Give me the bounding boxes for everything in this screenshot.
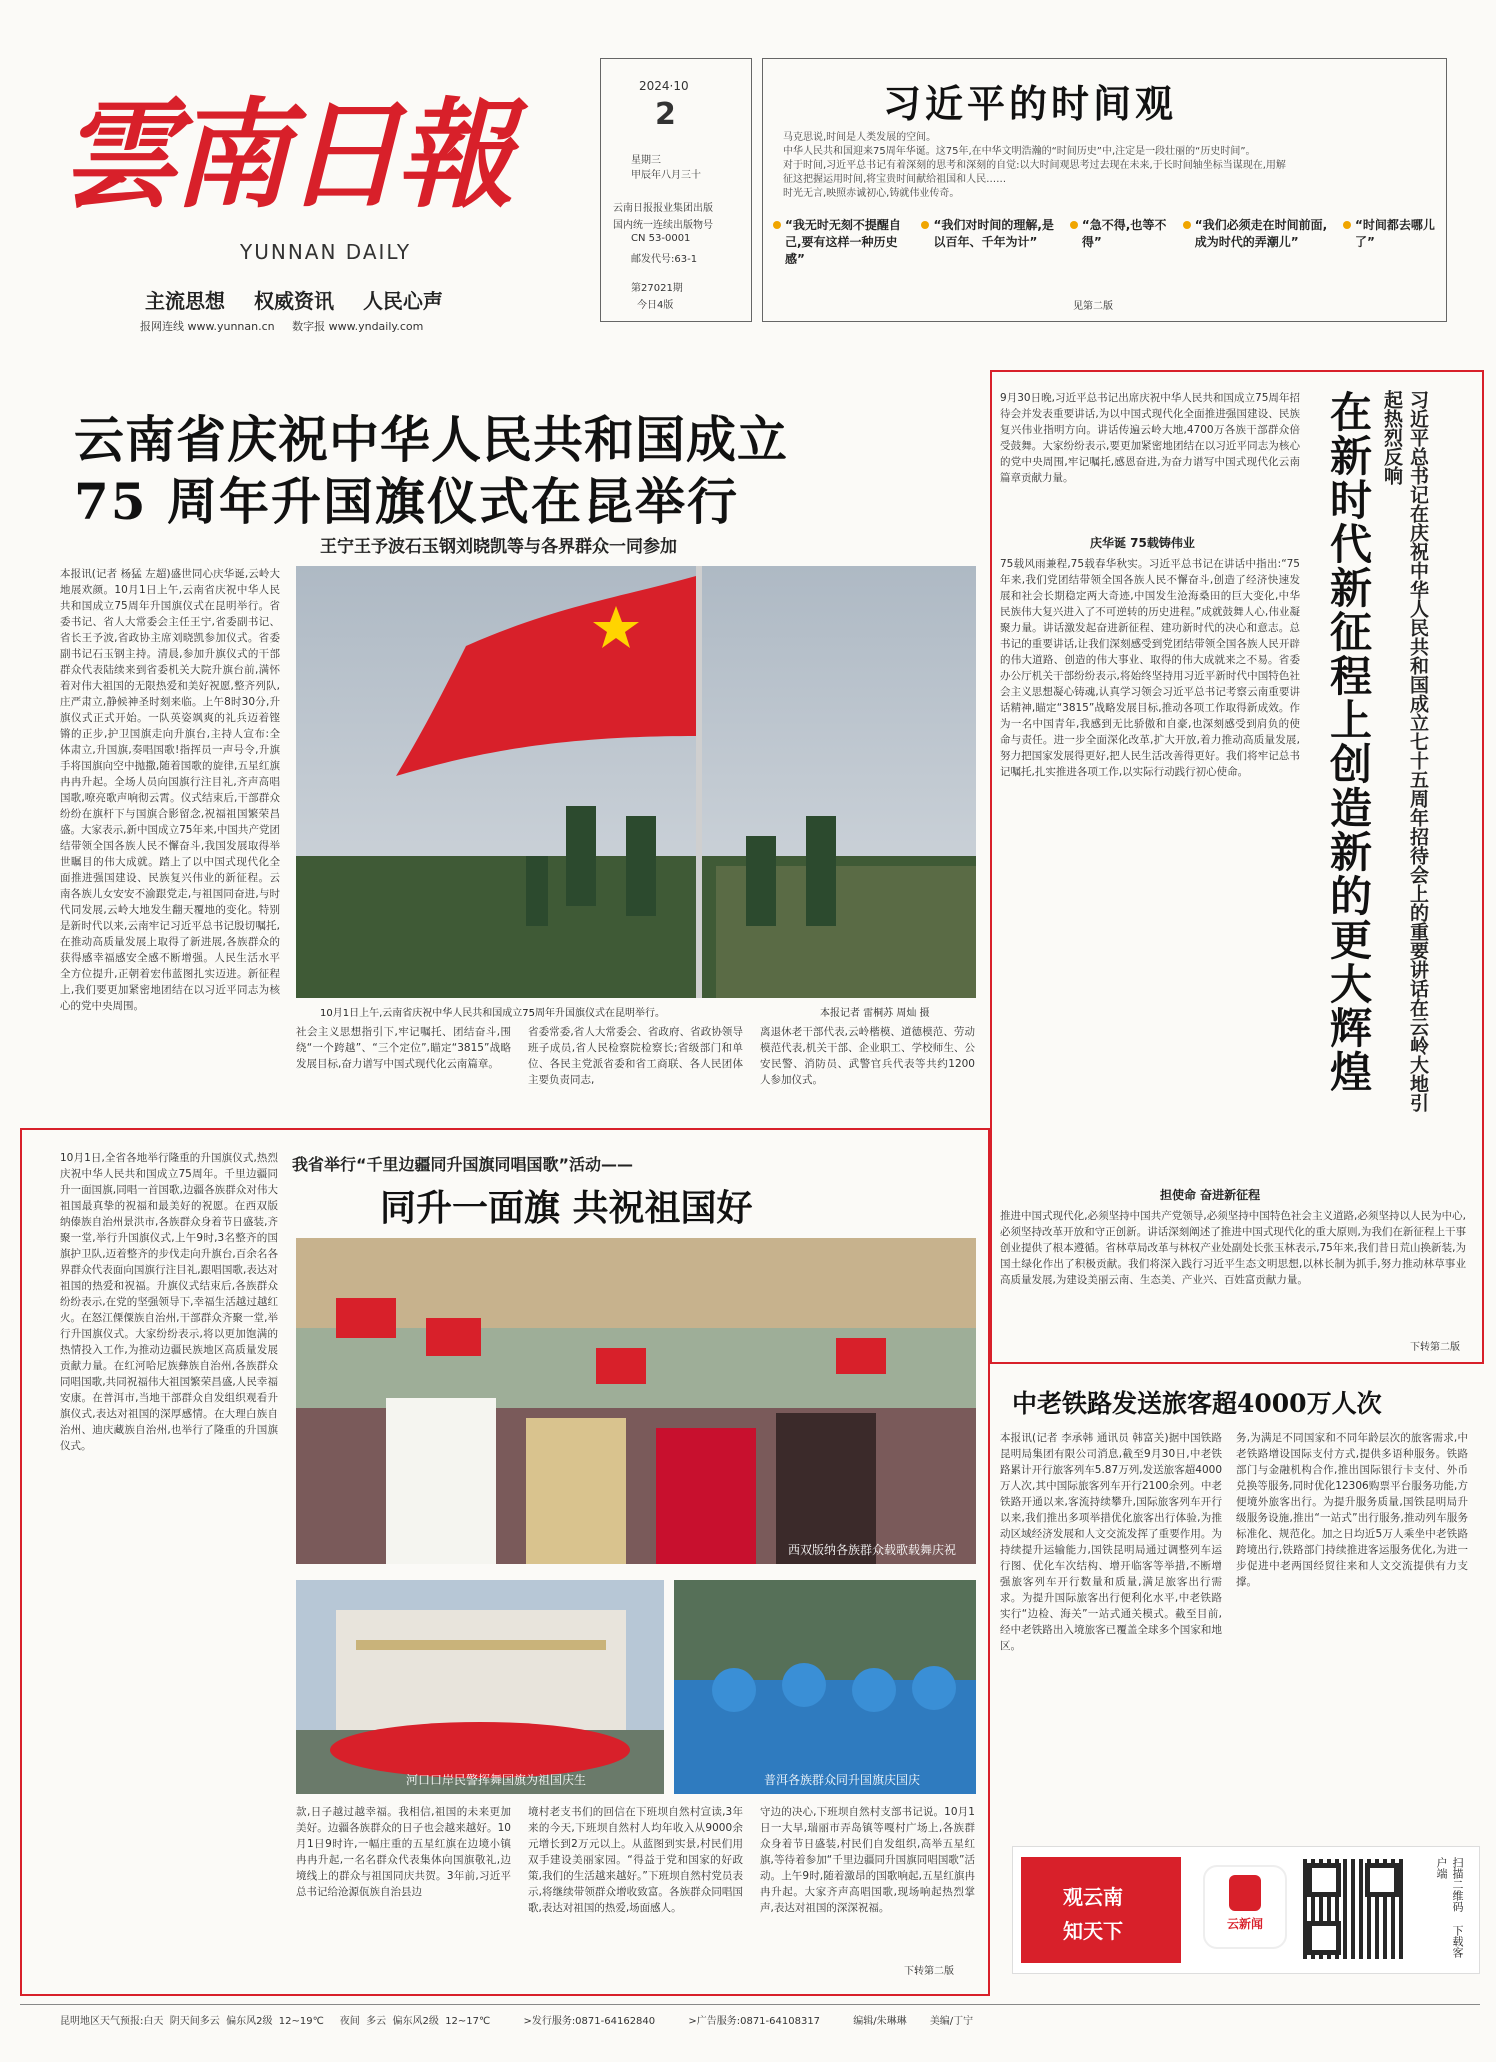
qr-corner-icon [1307, 1921, 1341, 1955]
issue-weekday: 星期三 [631, 155, 661, 166]
app-logo-mark-icon [1229, 1875, 1261, 1911]
app-promo-label-2: 知天下 [1063, 1919, 1123, 1943]
top-story-line-4: 征这把握运用时间,将宝贵时间献给祖国和人民…… [783, 174, 1007, 185]
side-story-title[interactable]: 在新时代新征程上创造新的更大辉煌 [1324, 390, 1373, 1094]
top-story-line-5: 时光无言,映照赤诚初心,铸就伟业传奇。 [783, 188, 960, 199]
side-story-sub1: 庆华诞 75载铸伟业 [1090, 536, 1195, 550]
bullet-icon [773, 221, 781, 229]
quote-3[interactable] [1070, 217, 1177, 287]
top-story-title: 习近平的时间观 [883, 81, 1178, 126]
masthead-logo: 雲南日報 [60, 85, 509, 224]
issue-cn-label: 国内统一连续出版物号 [613, 220, 713, 231]
people-illustration [674, 1580, 976, 1794]
footer-designer: 美编/丁宁 [929, 2016, 974, 2027]
bullet-icon [1070, 221, 1078, 229]
main-story-body-left: 本报讯(记者 杨猛 左超)盛世同心庆华诞,云岭大地展欢颜。10月1日上午,云南省庆祝中华人民共和国成立75周年升国旗仪式在昆明举行。省委书记、省人大常委会主任王宁,省委副书记、省长王予波,省政协主席刘晓凯参加仪式。省委副书记石玉钢主持。清晨,参加升旗仪式的干部群众代表陆续来到省委机关大院升旗台前,满怀着对伟大祖国的无限热爱和美好祝愿,整齐列队,庄严肃立,静候神圣时刻来临。上午8时30分,升旗仪式正式开始。一队英姿飒爽的礼兵迈着铿锵的正步,护卫国旗走向升旗台,主持人宣布:全体肃立,升国旗,奏唱国歌!指挥员一声号令,升旗手将国旗向空中抛撒,随着国歌的旋律,五星红旗冉冉升起。全场人员向国旗行注目礼,齐声高唱国歌,嘹亮歌声响彻云霄。仪式结束后,干部群众纷纷在旗杆下与国旗合影留念,祝福祖国繁荣昌盛。大家表示,新中国成立75年来,中国共产党团结带领全国各族人民不懈奋斗,我国发展取得举世瞩目的伟大成就。踏上了以中国式现代化全面推进强国建设、民族复兴伟业的新征程。云南各族儿女安安不渝跟党走,与祖国同奋进,与时代同发展,云岭大地发生翻天覆地的变化。特别是新时代以来,云南牢记习近平总书记殷切嘱托,在推动高质量发展上取得了新进展,各族群众的获得感幸福感安全感不断增强。人民生活水平全方位提升,正朝着宏伟蓝图扎实迈进。新征程上,我们要更加紧密地团结在以习近平同志为核心的党中央周围。 [60, 568, 280, 1012]
flag-event-title[interactable]: 同升一面旗 共祝祖国好 [380, 1187, 753, 1229]
port-illustration [296, 1580, 664, 1794]
celebration-illustration [296, 1238, 976, 1564]
top-story-line-2: 中华人民共和国迎来75周年华诞。这75年,在中华文明浩瀚的“时间历史”中,注定是一段壮丽的“历史时间”。 [783, 146, 1256, 157]
top-story-line-1: 马克思说,时间是人类发展的空间。 [783, 132, 937, 143]
quote-3-text: “急不得,也等不得” [1081, 218, 1167, 249]
masthead-links[interactable]: 报网连线 www.yunnan.cn 数字报 www.yndaily.com [140, 320, 424, 333]
qr-corner-icon [1365, 1863, 1399, 1897]
app-logo-name: 云新闻 [1226, 1917, 1263, 1931]
train-story-body-left: 本报讯(记者 李承韩 通讯员 韩富关)据中国铁路昆明局集团有限公司消息,截至9月30日,中老铁路累计开行旅客列车5.87万列,发送旅客超4000万人次,其中国际旅客列车开行2100余列。中老铁路开通以来,客流持续攀升,国际旅客列车开行以来,我们推出多项举措优化旅客出行体验,为推动区域经济发展和人文交流发挥了重要作用。为持续提升运输能力,国铁昆明局通过调整列车运行图、优化车次结构、增开临客等举措,不断增强旅客列车开行数量和质量,满足旅客出行需求。为提升国际旅客出行便利化水平,中老铁路实行“边检、海关”一站式通关模式。截至目前,经中老铁路出入境旅客已覆盖全球多个国家和地区。 [1000, 1432, 1222, 1652]
flag-event-body-c2: 境村老支书们的回信在下班坝自然村宣读,3年来的今天,下班坝自然村人均年收入从9000余元增长到2万元以上。从蓝图到实景,村民们用双手建设美丽家园。“得益于党和国家的好政策,我们的生活越来越好。”下班坝自然村党员表示,将继续带领群众增收致富。各族群众同唱国歌,表达对祖国的热爱,场面感人。 [528, 1806, 743, 1914]
quote-1-text: “我无时无刻不提醒自己,要有这样一种历史感” [785, 218, 901, 266]
main-story-body-c3: 离退休老干部代表,云岭楷模、道德模范、劳动模范代表,机关干部、企业职工、学校师生、公安民警、消防员、武警官兵代表等共约1200人参加仪式。 [760, 1026, 975, 1086]
flag-event-body-c1: 款,日子越过越幸福。我相信,祖国的未来更加美好。边疆各族群众的日子也会越来越好。10月1日9时许,一幅庄重的五星红旗在边境小镇冉冉升起,一名名群众代表集体向国旗敬礼,边境线上的群众与祖国同庆共贺。3年前,习近平总书记给沧源佤族自治县边 [296, 1806, 511, 1898]
side-story-intro: 9月30日晚,习近平总书记出席庆祝中华人民共和国成立75周年招待会并发表重要讲话,为以中国式现代化全面推进强国建设、民族复兴伟业指明方向。讲话传遍云岭大地,4700万各族干部群众倍受鼓舞。大家纷纷表示,要更加紧密地团结在以习近平同志为核心的党中央周围,牢记嘱托,感恩奋进,为奋力谱写中国式现代化云南篇章贡献力量。 [1000, 392, 1300, 484]
issue-publisher: 云南日报报业集团出版 [613, 203, 713, 214]
quote-4-text: “我们必须走在时间前面,成为时代的弄潮儿” [1194, 218, 1328, 249]
issue-post: 邮发代号:63-1 [631, 254, 698, 265]
footer-weather: 昆明地区天气预报:白天 阴天间多云 偏东风2级 12~19℃ 夜间 多云 偏东风2级 12~17℃ [60, 2016, 491, 2027]
main-story-body-c2: 省委常委,省人大常委会、省政府、省政协领导班子成员,省人民检察院检察长;省级部门和单位、各民主党派省委和省工商联、各人民团体主要负责同志, [528, 1026, 743, 1086]
flag-raising-photo [296, 566, 976, 998]
masthead [60, 60, 600, 340]
issue-day: 2 [655, 97, 676, 132]
issue-number: 第27021期 [631, 283, 683, 294]
top-story-quotes [773, 217, 1438, 287]
footer [60, 2012, 1480, 2027]
quote-5-text: “时间都去哪儿了” [1355, 218, 1435, 249]
slogan-row [145, 285, 443, 314]
puer-photo [674, 1580, 976, 1794]
slogan-3: 人民心声 [362, 289, 443, 313]
top-story[interactable] [762, 58, 1447, 322]
masthead-logo-en: YUNNAN DAILY [240, 240, 412, 264]
main-story-title-1[interactable]: 云南省庆祝中华人民共和国成立 [74, 410, 788, 469]
issue-year-month: 2024·10 [639, 79, 689, 93]
top-story-see[interactable]: 见第二版 [1073, 301, 1113, 312]
side-story-sub2: 担使命 奋进新征程 [1160, 1188, 1261, 1202]
flag-event-body-left: 10月1日,全省各地举行隆重的升国旗仪式,热烈庆祝中华人民共和国成立75周年。千里边疆同升一面国旗,同唱一首国歌,边疆各族群众对伟大祖国最真挚的祝福和最美好的祝愿。在西双版纳傣族自治州景洪市,各族群众身着节日盛装,齐聚一堂,举行升国旗仪式,上午9时,3名整齐的国旗护卫队,迈着整齐的步伐走向升旗台,百余名各界群众代表面向国旗行注目礼,跟唱国歌,表达对祖国的热爱和祝福。升旗仪式结束后,各族群众纷纷表示,在党的坚强领导下,幸福生活越过越红火。在怒江傈僳族自治州,干部群众齐聚一堂,举行升国旗仪式。大家纷纷表示,将以更加饱满的热情投入工作,为推动边疆民族地区高质量发展贡献力量。在红河哈尼族彝族自治州,各族群众同唱国歌,共同祝福伟大祖国繁荣昌盛,人民幸福安康。在普洱市,当地干部群众自发组织观看升旗仪式,表达对祖国的深厚感情。在大理白族自治州、迪庆藏族自治州,也举行了隆重的升国旗仪式。 [60, 1152, 278, 1452]
main-story-subtitle: 王宁王予波石玉钢刘晓凯等与各界群众一同参加 [320, 537, 677, 557]
issue-cn: CN 53-0001 [631, 233, 691, 244]
slogan-2: 权威资讯 [253, 289, 334, 313]
quote-2-text: “我们对时间的理解,是以百年、千年为计” [933, 218, 1054, 249]
footer-rule [20, 2004, 1480, 2005]
issue-box [600, 58, 752, 322]
flag-photo-credit: 本报记者 雷桐苏 周灿 摄 [820, 1008, 930, 1019]
footer-editor: 编辑/朱琳琳 [853, 2016, 907, 2027]
app-logo-icon[interactable] [1203, 1865, 1287, 1949]
photo-caption-2: 河口口岸民警挥舞国旗为祖国庆生 [406, 1773, 587, 1787]
flag-raising-illustration [296, 566, 976, 998]
top-story-line-3: 对于时间,习近平总书记有着深刻的思考和深刻的自觉:以大时间观思考过去现在未来,于长时间轴坐标当谋现在,用解 [783, 160, 1286, 171]
hekou-port-photo [296, 1580, 664, 1794]
app-promo[interactable] [1012, 1846, 1480, 1974]
side-story-deck: 习近平总书记在庆祝中华人民共和国成立七十五周年招待会上的重要讲话在云岭大地引起热烈反响 [1381, 390, 1429, 1112]
issue-lunar: 甲辰年八月三十 [631, 170, 701, 181]
quote-1[interactable] [773, 217, 915, 287]
quote-5[interactable] [1343, 217, 1438, 287]
qr-label: 扫描二维码 下载客户端 [1435, 1857, 1464, 1958]
quote-4[interactable] [1183, 217, 1337, 287]
flag-event-body-c3: 守边的决心,下班坝自然村支部书记说。10月1日一大早,瑞丽市弄岛镇等嘎村广场上,各族群众身着节日盛装,村民们自发组织,高举五星红旗,等待着参加“千里边疆同升国旗同唱国歌”活动。上午9时,随着激昂的国歌响起,五星红旗冉冉升起。大家齐声高唱国歌,现场响起热烈掌声,表达对祖国的深深祝福。 [760, 1806, 975, 1914]
app-promo-label-1: 观云南 [1063, 1885, 1123, 1909]
train-story-body-right: 务,为满足不同国家和不同年龄层次的旅客需求,中老铁路增设国际支付方式,提供多语种服务。铁路部门与金融机构合作,推出国际银行卡支付、外币兑换等服务,同时优化12306购票平台服务功能,方便境外旅客出行。为提升服务质量,国铁昆明局升级服务设施,推出“一站式”出行服务,推动列车服务标准化、规范化。加之日均近5万人乘坐中老铁路跨境出行,铁路部门持续推进客运服务优化,为进一步促进中老两国经贸往来和人文交流提供有力支撑。 [1236, 1432, 1468, 1588]
app-promo-red-block [1021, 1857, 1181, 1963]
photo-caption-1: 西双版纳各族群众载歌载舞庆祝 [787, 1543, 956, 1557]
main-story-body-c1: 社会主义思想指引下,牢记嘱托、团结奋斗,围绕“一个跨越”、“三个定位”,瞄定“3815”战略发展目标,奋力谱写中国式现代化云南篇章。 [296, 1026, 511, 1070]
flag-photo-caption: 10月1日上午,云南省庆祝中华人民共和国成立75周年升国旗仪式在昆明举行。 [320, 1008, 665, 1019]
qr-code-icon[interactable] [1303, 1859, 1403, 1959]
issue-pages: 今日4版 [637, 300, 674, 311]
train-story-title[interactable]: 中老铁路发送旅客超4000万人次 [1012, 1389, 1382, 1418]
top-story-body [783, 131, 1428, 201]
quote-2[interactable] [921, 217, 1063, 287]
photo-caption-3: 普洱各族群众同升国旗庆国庆 [764, 1773, 921, 1787]
bullet-icon [1183, 221, 1191, 229]
flag-event-continued[interactable]: 下转第二版 [904, 1966, 954, 1977]
qr-corner-icon [1307, 1863, 1341, 1897]
slogan-1: 主流思想 [145, 289, 225, 313]
side-story-body1: 75载风雨兼程,75载春华秋实。习近平总书记在讲话中指出:“75年来,我们党团结带领全国各族人民不懈奋斗,创造了经济快速发展和社会长期稳定两大奇迹,中国发生沧海桑田的巨大变化,中华民族伟大复兴进入了不可逆转的历史进程。”成就鼓舞人心,伟业凝聚力量。讲话激发起奋进新征程、建功新时代的决心和意志。总书记的重要讲话,让我们深刻感受到党团结带领全国各族人民开辟的伟大道路、创造的伟大事业、取得的伟大成就来之不易。省委办公厅机关干部纷纷表示,将始终坚持用习近平新时代中国特色社会主义思想凝心铸魂,认真学习领会习近平总书记考察云南重要讲话精神,瞄定“3815”战略发展目标,推动各项工作取得新成效。作为一名中国青年,我感到无比骄傲和自豪,也深刻感受到肩负的使命与责任。进一步全面深化改革,扩大开放,着力推动高质量发展,努力把国家发展得更好,把人民生活改善得更好。我们将牢记总书记嘱托,扎实推进各项工作,以实际行动践行初心使命。 [1000, 558, 1300, 778]
bullet-icon [1343, 221, 1351, 229]
flag-event-kicker: 我省举行“千里边疆同升国旗同唱国歌”活动—— [292, 1155, 634, 1174]
footer-ads: >广告服务:0871-64108317 [688, 2016, 821, 2027]
main-story-title-2[interactable]: 75 周年升国旗仪式在昆举行 [74, 472, 739, 531]
footer-distribution: >发行服务:0871-64162840 [523, 2016, 656, 2027]
bullet-icon [921, 221, 929, 229]
side-story-continued[interactable]: 下转第二版 [1410, 1342, 1460, 1353]
side-story-body2: 推进中国式现代化,必须坚持中国共产党领导,必须坚持中国特色社会主义道路,必须坚持以人民为中心,必须坚持改革开放和守正创新。讲话深刻阐述了推进中国式现代化的重大原则,为我们在新征程上干事创业提供了根本遵循。省林草局改革与林权产业处副处长张玉林表示,75年来,我们昔日荒山换新装,为国土绿化作出了积极贡献。我们将深入践行习近平生态文明思想,以林长制为抓手,努力推动林草事业高质量发展,为建设美丽云南、生态美、产业兴、百姓富贡献力量。 [1000, 1210, 1466, 1286]
xishuangbanna-photo [296, 1238, 976, 1564]
